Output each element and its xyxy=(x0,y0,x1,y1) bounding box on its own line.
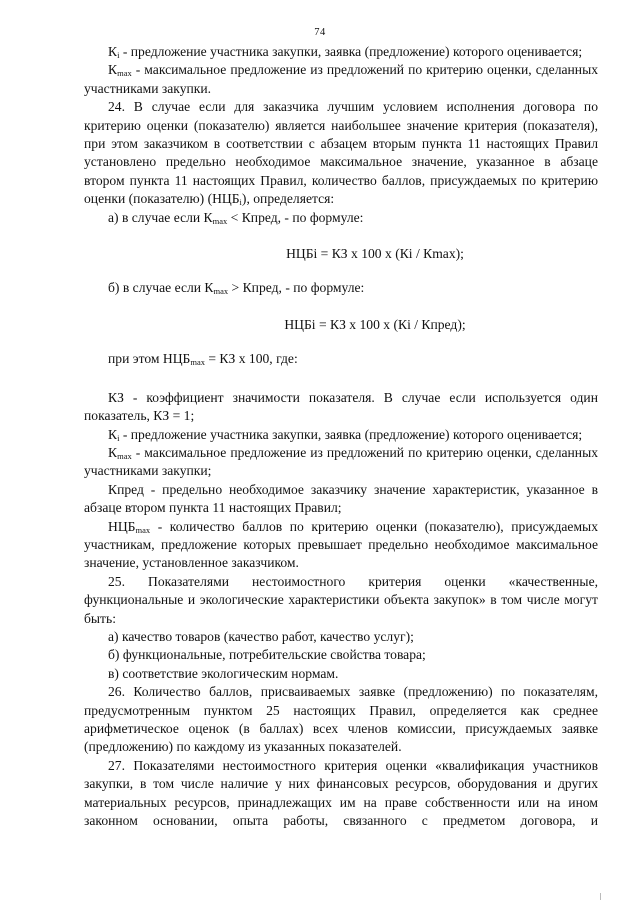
spacer xyxy=(84,263,598,279)
definition-text: - количество баллов по критерию оценки (показателю), присуждаемых участникам, предложение которых превышает предельно необходимое максимальное значение, установленное заказчиком. xyxy=(84,518,598,571)
subscript-max: max xyxy=(135,524,151,535)
symbol-k: К xyxy=(108,426,118,442)
paragraph-26: 26. Количество баллов, присваиваемых заявке (предложению) по показателям, предусмотренным пунктом 25 настоящих Правил, определяется как среднее арифметическое оценок (в баллах) всех членов комиссии, присуждаемых заявке (предложению) по каждому из указанных показателей. xyxy=(84,684,598,755)
subscript-max: max xyxy=(212,215,228,226)
subscript-max: max xyxy=(117,450,132,461)
spacer xyxy=(84,298,598,316)
list-item-25a: а) качество товаров (качество работ, качество услуг); xyxy=(108,628,414,644)
subscript-i: i xyxy=(117,50,120,60)
spacer xyxy=(84,227,598,245)
spacer xyxy=(84,334,598,350)
definition-text: - предложение участника закупки, заявка (предложение) которого оценивается; xyxy=(119,426,583,442)
spacer xyxy=(84,369,598,389)
where-line xyxy=(84,350,598,368)
symbol-k: К xyxy=(108,62,118,78)
page-number: 74 xyxy=(314,27,326,38)
paragraph-kz-definition: КЗ - коэффициент значимости показателя. В случае если используется один показатель, КЗ = 1; xyxy=(84,389,598,424)
subscript-i: i xyxy=(239,197,242,208)
subscript-max: max xyxy=(213,286,229,297)
where-text: = КЗ х 100, где: xyxy=(204,351,298,367)
subscript-i: i xyxy=(117,432,120,443)
formula-a: НЦБi = КЗ х 100 х (Кi / Кmax); xyxy=(286,246,464,262)
case-a-line xyxy=(84,209,598,227)
case-text: а) в случае если К xyxy=(108,209,213,225)
symbol-ncb: НЦБ xyxy=(108,518,136,534)
subscript-max: max xyxy=(190,357,205,368)
symbol-k: К xyxy=(108,444,118,460)
paragraph-27: 27. Показателями нестоимостного критерия оценки «квалификация участников закупки, в том числе наличие у них финансовых ресурсов, оборудования и других материальных ресурсов, принадлежащих им на праве собственности или на ином законном основании, опыта работы, связанного с предметом договора, и xyxy=(84,757,598,829)
paragraph-kmax-definition xyxy=(84,61,598,98)
case-text: < Кпред, - по формуле: xyxy=(227,209,364,225)
body-text xyxy=(84,43,598,830)
subscript-max: max xyxy=(117,68,132,79)
paragraph-ncbmax-definition xyxy=(84,518,598,573)
list-item-25b: б) функциональные, потребительские свойства товара; xyxy=(108,647,426,663)
list-item-25c: в) соответствие экологическим нормам. xyxy=(108,665,339,681)
definition-text: - максимальное предложение из предложений по критерию оценки, сделанных участниками закупки. xyxy=(84,62,598,96)
case-text: > Кпред, - по формуле: xyxy=(228,280,365,296)
formula-b: НЦБi = КЗ х 100 х (Кi / Кпред); xyxy=(284,316,466,332)
paragraph-25: 25. Показателями нестоимостного критерия оценки «качественные, функциональные и экологические характеристики объекта закупок» в том числе могут быть: xyxy=(84,573,598,626)
paragraph-ki-definition xyxy=(84,43,598,61)
definition-text: - предложение участника закупки, заявка (предложение) которого оценивается; xyxy=(119,44,583,59)
paragraph-ki-definition-2 xyxy=(84,426,598,444)
case-b-line xyxy=(84,279,598,297)
where-text: при этом НЦБ xyxy=(108,351,191,367)
paragraph-text: ), определяется: xyxy=(241,191,335,207)
case-text: б) в случае если К xyxy=(108,280,214,296)
symbol-k: К xyxy=(108,44,118,59)
paragraph-kpred-definition: Кпред - предельно необходимое заказчику значение характеристик, указанное в абзаце втором пункта 11 настоящих Правил; xyxy=(84,481,598,516)
paragraph-kmax-definition-2 xyxy=(84,444,598,481)
paragraph-text: 24. В случае если для заказчика лучшим условием исполнения договора по критерию оценки (показателю) является наибольшее значение критерия (показателя), при этом заказчиком в соответствии с абзацем вторым пункта 11 настоящих Правил установлено предельно необходимое максимальное значение, указанное в абзаце втором пункта 11 настоящих Правил, количество баллов, присуждаемых по критерию оценки (показателю) (НЦБ xyxy=(84,99,598,207)
definition-text: - максимальное предложение из предложений по критерию оценки, сделанных участниками закупки; xyxy=(84,444,598,479)
paragraph-24 xyxy=(84,98,598,208)
scan-edge-mark xyxy=(600,893,601,900)
